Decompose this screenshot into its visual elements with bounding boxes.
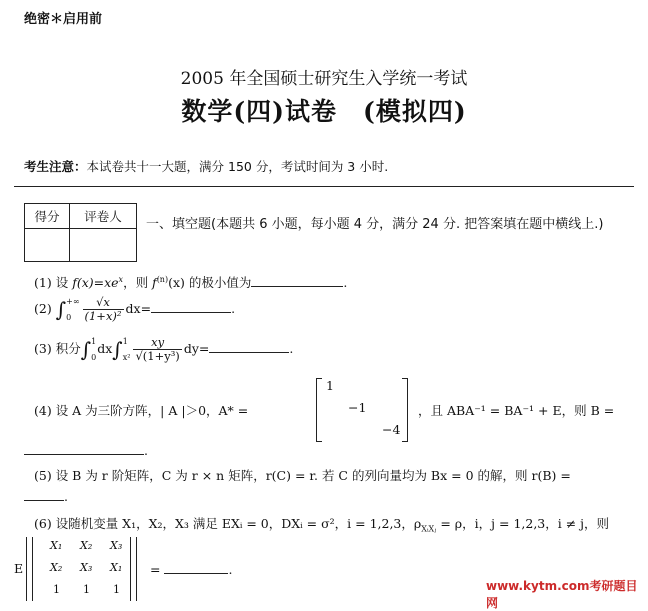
q2-limits: +∞ 0 [66, 296, 80, 322]
q2-number: (2) [34, 301, 52, 316]
q4-text-a: 设 A 为三阶方阵，| A |＞0，A* = [55, 403, 249, 418]
det-inner-left [32, 537, 33, 601]
q1-derivative: f [152, 275, 157, 290]
det-outer-right [136, 537, 137, 601]
det-entry-12: X₂ [80, 539, 93, 552]
q5-answer-blank[interactable] [24, 488, 64, 501]
det-outer-left [26, 537, 27, 601]
q3-limits-2: 1 x² [122, 336, 131, 362]
question-6 [34, 514, 609, 534]
q1-text-a: 设 [55, 275, 73, 290]
question-4-answer [24, 442, 148, 458]
candidate-notice [24, 157, 388, 175]
q1-text-b: ，则 [123, 275, 153, 290]
q4-number: (4) [34, 403, 52, 418]
integral-sign: ∫ [112, 337, 123, 362]
question-5 [34, 466, 571, 484]
q5-end: . [64, 489, 68, 504]
q1-exponent: x [118, 274, 124, 284]
confidential-label: 绝密＊启用前 [24, 12, 103, 27]
exam-title: 2005 年全国硕士研究生入学统一考试 [180, 69, 468, 89]
grading-table [24, 203, 137, 262]
question-1 [34, 273, 347, 291]
matrix-left-bracket [316, 378, 322, 442]
q2-answer-blank[interactable] [151, 300, 231, 313]
notice-label: 考生注意： [24, 159, 87, 174]
notice-text: 本试卷共十一大题，满分 150 分，考试时间为 3 小时. [86, 159, 389, 174]
integral-sign: ∫ [80, 337, 92, 362]
det-entry-13: X₃ [110, 539, 123, 552]
matrix-right-bracket [402, 378, 408, 442]
q2-text: dx= [125, 301, 152, 316]
question-3 [34, 336, 293, 363]
det-inner-right [130, 537, 131, 601]
q6-expectation: E [14, 561, 24, 576]
q6-subscript: XᵢXⱼ [421, 524, 437, 534]
q4-text-b: ，且 ABA⁻¹ = BA⁻¹ + E，则 B = [418, 403, 615, 418]
q6-answer-blank[interactable] [164, 561, 228, 574]
question-4-cont [418, 401, 614, 419]
det-entry-32: 1 [83, 583, 90, 596]
q6-answer [150, 561, 232, 577]
det-entry-22: X₃ [80, 561, 93, 574]
q3-text-a: 积分 [55, 341, 81, 356]
matrix-entry-33: −4 [382, 422, 401, 437]
q1-number: (1) [34, 275, 52, 290]
q3-dx: dx [97, 341, 113, 356]
q2-end: . [231, 301, 236, 316]
q1-function: f(x)=xe [72, 275, 119, 290]
q6-text-b: = ρ，i，j = 1,2,3，i ≠ j，则 [436, 516, 610, 531]
matrix-entry-11: 1 [326, 378, 334, 393]
det-entry-31: 1 [53, 583, 60, 596]
q3-end: . [289, 341, 294, 356]
q3-number: (3) [34, 341, 52, 356]
det-entry-11: X₁ [50, 539, 63, 552]
q1-text-c: (x) 的极小值为 [168, 275, 252, 290]
integral-sign: ∫ [55, 297, 67, 322]
q6-number: (6) [34, 516, 52, 531]
q6-equals: = [150, 562, 161, 577]
question-2 [34, 296, 235, 323]
grader-header: 评卷人 [70, 204, 137, 229]
q3-fraction: $\frac{xy}{\text{√(1+y³)}}$ [135, 335, 180, 363]
question-5-answer [24, 488, 68, 504]
det-entry-21: X₂ [50, 561, 63, 574]
matrix-entry-22: −1 [348, 400, 367, 415]
grader-cell [70, 229, 137, 262]
q1-answer-blank[interactable] [251, 274, 343, 287]
q5-number: (5) [34, 468, 52, 483]
q2-fraction: $\frac{√x}{\text{(1+x)²}}$ [84, 295, 122, 323]
det-entry-23: X₁ [110, 561, 123, 574]
q1-derivative-order: (n) [156, 274, 169, 284]
q1-end: . [343, 275, 348, 290]
q4-answer-blank[interactable] [24, 442, 144, 455]
score-cell [25, 229, 70, 262]
q4-end: . [144, 443, 148, 458]
q3-answer-blank[interactable] [209, 340, 289, 353]
q3-limits-1: 1 0 [91, 336, 97, 362]
section-heading: 一、填空题(本题共 6 小题，每小题 4 分，满分 24 分. 把答案填在题中横线上.) [146, 217, 604, 232]
q6-text-a: 设随机变量 X₁，X₂，X₃ 满足 EXᵢ = 0，DXᵢ = σ²，i = 1,2,3，ρ [55, 516, 422, 531]
det-entry-33: 1 [113, 583, 120, 596]
q3-text: dy= [183, 341, 210, 356]
q5-text: 设 B 为 r 阶矩阵，C 为 r × n 矩阵，r(C) = r. 若 C 的列向量均为 Bx = 0 的解，则 r(B) = [55, 468, 571, 483]
paper-title: 数学(四)试卷 (模拟四) [181, 97, 467, 126]
site-watermark: www.kytm.com考研题目网 [486, 579, 638, 610]
adjugate-matrix [316, 378, 408, 440]
score-header: 得分 [25, 204, 70, 229]
question-4-line1 [34, 401, 248, 419]
determinant [26, 537, 142, 601]
divider [14, 186, 634, 187]
q6-end: . [228, 562, 233, 577]
